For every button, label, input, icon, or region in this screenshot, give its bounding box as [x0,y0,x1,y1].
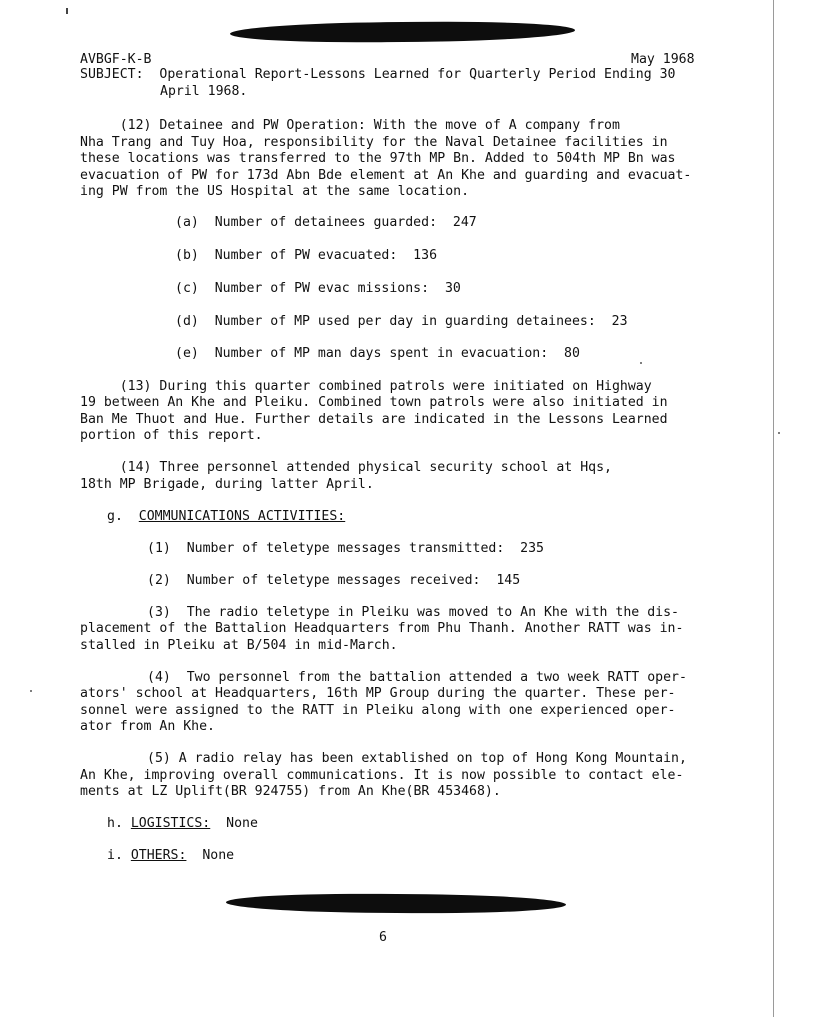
comm-para4-line-2: ators' school at Headquarters, 16th MP Group during the quarter. These per- [80,686,676,701]
detainee-item-c: (c) Number of PW evac missions: 30 [175,281,461,296]
section-i-value: None [202,848,235,863]
comm-para5-line-3: ments at LZ Uplift(BR 924755) from An Khe(BR 453468). [80,784,501,799]
para12-line-2: Nha Trang and Tuy Hoa, responsibility for the Naval Detainee facilities in [80,135,668,150]
para14-line-1: (14) Three personnel attended physical security school at Hqs, [80,460,612,475]
detainee-item-e: (e) Number of MP man days spent in evacuation: 80 [175,346,580,361]
document-date: May 1968 [631,52,695,67]
para12-line-1: (12) Detainee and PW Operation: With the move of A company from [80,118,620,133]
comm-item-2: (2) Number of teletype messages received: 145 [147,573,521,588]
detainee-item-d: (d) Number of MP used per day in guarding detainees: 23 [175,314,628,329]
section-i-heading [107,848,234,865]
scan-speck [778,432,780,434]
comm-para5-line-1: (5) A radio relay has been extablished on top of Hong Kong Mountain, [147,751,687,766]
para13-line-2: 19 between An Khe and Pleiku. Combined town patrols were also initiated in [80,395,668,410]
scan-speck [30,690,32,692]
para14-line-2: 18th MP Brigade, during latter April. [80,477,374,492]
comm-para5-line-2: An Khe, improving overall communications. It is now possible to contact ele- [80,768,684,783]
para12-line-4: evacuation of PW for 173d Abn Bde element at An Khe and guarding and evacuat- [80,168,692,183]
scan-mark [66,8,68,14]
para13-line-3: Ban Me Thuot and Hue. Further details are indicated in the Lessons Learned [80,412,668,427]
comm-para3-line-3: stalled in Pleiku at B/504 in mid-March. [80,638,398,653]
section-h-letter: h. [107,816,123,831]
comm-item-1: (1) Number of teletype messages transmitted: 235 [147,541,544,556]
office-symbol: AVBGF-K-B [80,52,152,67]
subject-line-2: April 1968. [160,84,248,99]
section-i-title: OTHERS: [130,848,187,863]
section-g-letter: g. [107,509,123,524]
comm-para4-line-4: ator from An Khe. [80,719,215,734]
redaction-bar-bottom [226,893,566,914]
section-i-letter: i. [107,848,123,863]
subject-label: SUBJECT: [80,67,144,82]
section-h-value: None [226,816,258,831]
para12-line-5: ing PW from the US Hospital at the same location. [80,184,470,199]
section-g-heading [107,509,345,526]
subject-text: Operational Report-Lessons Learned for Quarterly Period Ending 30 [159,67,676,82]
comm-para3-line-1: (3) The radio teletype in Pleiku was moved to An Khe with the dis- [147,605,679,620]
section-g-title: COMMUNICATIONS ACTIVITIES: [138,509,346,524]
detainee-item-a: (a) Number of detainees guarded: 247 [175,215,477,230]
comm-para4-line-1: (4) Two personnel from the battalion attended a two week RATT oper- [147,670,687,685]
subject-line [80,67,676,84]
page-number: 6 [379,930,387,945]
section-h-title: LOGISTICS: [130,816,211,831]
para13-line-1: (13) During this quarter combined patrols were initiated on Highway [80,379,652,394]
scan-edge-line [773,0,774,1017]
comm-para3-line-2: placement of the Battalion Headquarters from Phu Thanh. Another RATT was in- [80,621,684,636]
para12-line-3: these locations was transferred to the 97th MP Bn. Added to 504th MP Bn was [80,151,676,166]
section-h-heading [107,816,258,833]
para13-line-4: portion of this report. [80,428,263,443]
scan-speck [640,362,642,364]
comm-para4-line-3: sonnel were assigned to the RATT in Pleiku along with one experienced oper- [80,703,676,718]
detainee-item-b: (b) Number of PW evacuated: 136 [175,248,438,263]
redaction-bar-top [230,20,575,44]
